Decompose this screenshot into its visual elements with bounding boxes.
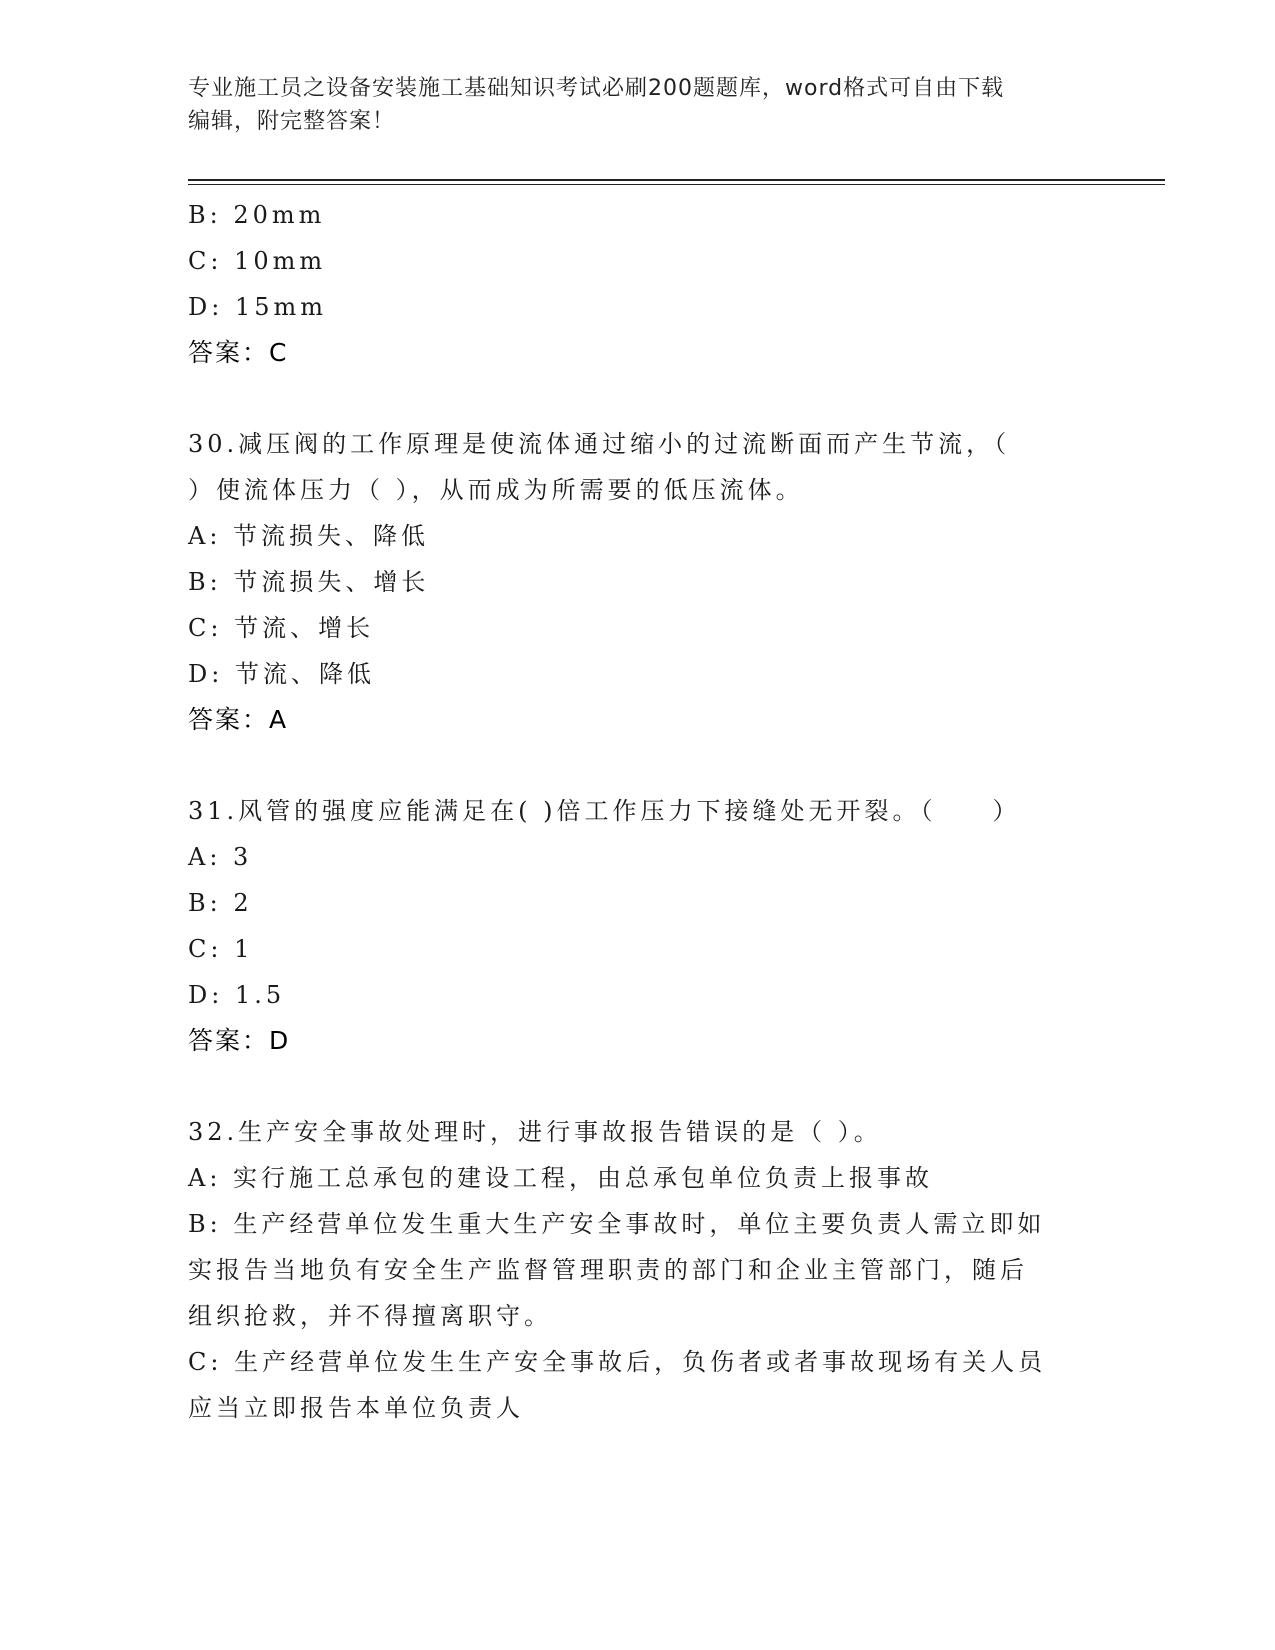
q32-option-b-line-3: 组织抢救，并不得擅离职守。	[188, 1302, 552, 1330]
q30-option-b: B: 节流损失、增长	[188, 568, 430, 596]
q31-option-d: D: 1.5	[188, 981, 286, 1009]
q31-stem: 31.风管的强度应能满足在( )倍工作压力下接缝处无开裂。（ ）	[188, 797, 1021, 825]
q31-option-b: B: 2	[188, 889, 253, 917]
header-divider-thick	[188, 179, 1165, 181]
q31-option-a: A: 3	[188, 843, 253, 871]
q32-option-b-line-1: B: 生产经营单位发生重大生产安全事故时，单位主要负责人需立即如	[188, 1210, 1046, 1238]
q32-stem: 32.生产安全事故处理时，进行事故报告错误的是（ ）。	[188, 1118, 882, 1146]
q31-answer: 答案：D	[188, 1026, 291, 1055]
q32-option-b-line-2: 实报告当地负有安全生产监督管理职责的部门和企业主管部门，随后	[188, 1256, 1028, 1284]
page-header	[188, 72, 1068, 138]
q30-option-a: A: 节流损失、降低	[188, 522, 430, 550]
question-29-tail	[188, 192, 1088, 376]
header-title-line-1: 专业施工员之设备安装施工基础知识考试必刷200题题库，word格式可自由下载	[188, 76, 1005, 101]
q32-option-a: A: 实行施工总承包的建设工程，由总承包单位负责上报事故	[188, 1164, 934, 1192]
header-divider-thin	[188, 184, 1165, 185]
question-32	[188, 1109, 1088, 1431]
question-30	[188, 421, 1088, 743]
q29-option-d: D: 15mm	[188, 293, 328, 321]
q30-stem-line-1: 30.减压阀的工作原理是使流体通过缩小的过流断面而产生节流，（	[188, 430, 1011, 458]
q29-answer: 答案：C	[188, 338, 289, 367]
q31-option-c: C: 1	[188, 935, 254, 963]
spacer	[188, 376, 1088, 421]
q29-option-b: B: 20mm	[188, 201, 326, 229]
header-title-line-2: 编辑，附完整答案！	[188, 109, 396, 134]
spacer	[188, 743, 1088, 788]
q32-option-c-line-1: C: 生产经营单位发生生产安全事故后，负伤者或者事故现场有关人员	[188, 1348, 1047, 1376]
q29-option-c: C: 10mm	[188, 247, 327, 275]
q30-stem-line-2: ）使流体压力（ ），从而成为所需要的低压流体。	[188, 476, 804, 504]
spacer	[188, 1064, 1088, 1109]
q30-option-d: D: 节流、降低	[188, 660, 375, 688]
q30-answer: 答案：A	[188, 705, 289, 734]
question-content	[188, 192, 1088, 1431]
question-31	[188, 788, 1088, 1064]
q30-option-c: C: 节流、增长	[188, 614, 375, 642]
q32-option-c-line-2: 应当立即报告本单位负责人	[188, 1394, 524, 1422]
